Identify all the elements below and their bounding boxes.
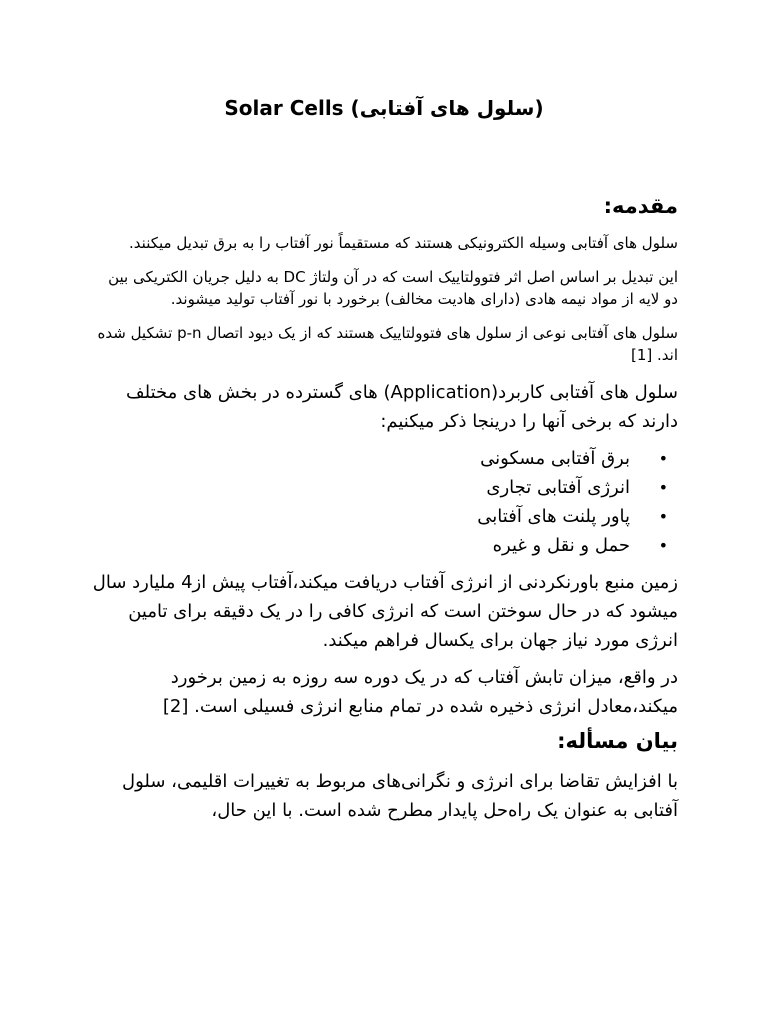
applications-paragraph: سلول های آفتابی کاربرد(Application) های گسترده در بخش های مختلف دارند که برخی آنها را درینجا ذکر میکنیم: (126, 382, 678, 432)
list-item (90, 473, 678, 502)
document-title: Solar Cells (سلول های آفتابی) (224, 96, 544, 120)
problem-paragraph: با افزایش تقاضا برای انرژی و نگرانی‌های مربوط به تغییرات اقلیمی، سلول آفتابی به عنوان یک راه‌حل پایدار مطرح شده است. با این حال، (122, 771, 678, 821)
list-item-label: حمل و نقل و غیره (492, 535, 630, 556)
bullet-icon: • (658, 478, 668, 497)
list-item-label: برق آفتابی مسکونی (480, 448, 630, 469)
list-item (90, 502, 678, 531)
list-item-label: پاور پلنت های آفتابی (477, 506, 630, 527)
energy-paragraph-2: در واقع، میزان تابش آفتاب که در یک دوره سه روزه به زمین برخورد میکند،معادل انرژی ذخیره شده در تمام منابع انرژی فسیلی است. [2] (162, 667, 678, 717)
list-item (90, 444, 678, 473)
applications-list (90, 444, 678, 560)
bullet-icon: • (658, 536, 668, 555)
problem-heading: بیان مسأله: (557, 729, 678, 753)
intro-paragraph-3: سلول های آفتابی نوعی از سلول های فتوولتاییک هستند که از یک دیود اتصال p-n تشکیل شده اند. [1] (97, 324, 678, 364)
energy-paragraph-1: زمین منبع باورنکردنی از انرژی آفتاب دریافت میکند،آفتاب پیش از4 ملیارد سال میشود که در حال سوختن است که انرژی کافی را در یک دقیقه برای تامین انرژی مورد نیاز جهان برای یکسال فراهم میکند. (92, 572, 678, 651)
list-item (90, 531, 678, 560)
bullet-icon: • (658, 507, 668, 526)
intro-heading: مقدمه: (603, 194, 678, 218)
bullet-icon: • (658, 449, 668, 468)
intro-paragraph-2: این تبدیل بر اساس اصل اثر فتوولتاییک است که در آن ولتاژ DC به دلیل جریان الکتریکی بین دو لایه از مواد نیمه هادی (دارای هادیت مخالف) برخورد با نور آفتاب تولید میشوند. (108, 268, 678, 308)
list-item-label: انرژی آفتابی تجاری (486, 477, 630, 498)
intro-paragraph-1: سلول های آفتابی وسیله الکترونیکی هستند که مستقیماً نور آفتاب را به برق تبدیل میکنند. (129, 234, 678, 252)
